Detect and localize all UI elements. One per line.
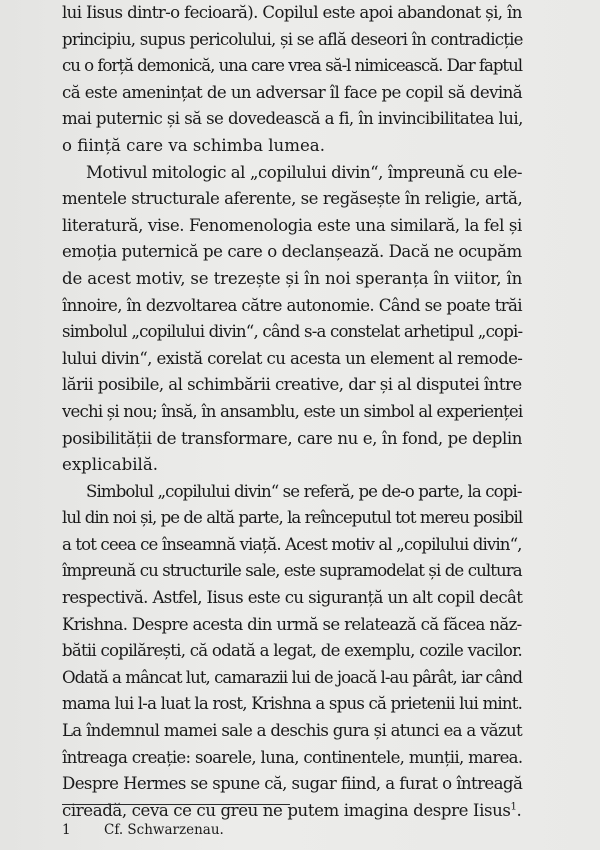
text-line — [62, 213, 522, 240]
text-line-content: vechi și nou; însă, în ansamblu, este un simbol al experienței — [62, 401, 523, 421]
text-line-content: mai puternic și să se dovedească a fi, în invincibilitatea lui, — [62, 109, 523, 129]
text-line-content: mama lui l-a luat la rost, Krishna a spus că prietenii lui mint. — [62, 694, 523, 714]
text-line — [62, 691, 522, 718]
footnote-reference: 1 — [510, 801, 517, 813]
text-line-content: emoția puternică pe care o declanșează. Dacă ne ocupăm — [62, 242, 522, 262]
text-line — [62, 452, 522, 479]
text-line — [62, 718, 522, 745]
text-line-content: Motivul mitologic al „copilului divin“, împreună cu ele- — [86, 162, 523, 182]
text-line-content: respectivă. Astfel, Iisus este cu siguranță un alt copil decât — [62, 588, 523, 608]
text-line-content: cireadă, ceva ce cu greu ne putem imagina despre Iisus — [62, 800, 511, 820]
text-line-content: Simbolul „copilului divin“ se referă, pe de-o parte, la copi- — [86, 481, 522, 501]
text-line — [62, 239, 522, 266]
text-line-content: lului divin“, există corelat cu acesta un element al remode- — [62, 348, 523, 368]
text-line-content: literatură, vise. Fenomenologia este una similară, la fel și — [62, 215, 522, 235]
text-line — [62, 106, 522, 133]
text-line-content: bătii copilărești, că odată a legat, de exemplu, cozile vacilor. — [62, 641, 522, 661]
text-line-content: că este amenințat de un adversar îl face pe copil să devină — [62, 82, 523, 102]
text-line-content: înnoire, în dezvoltarea către autonomie. Când se poate trăi — [62, 295, 522, 315]
text-line — [62, 612, 522, 639]
text-line — [62, 372, 522, 399]
text-line — [62, 399, 522, 426]
text-line — [62, 53, 522, 80]
text-line — [62, 266, 522, 293]
text-line — [62, 665, 522, 692]
text-line: cireadă, ceva ce cu greu ne putem imagina despre Iisus$^1$. — [62, 800, 522, 820]
text-line — [62, 558, 522, 585]
text-line-content: cu o forță demonică, una care vrea să-l nimicească. Dar faptul — [62, 56, 522, 76]
text-line-content: principiu, supus pericolului, și se află deseori în contradicție — [62, 29, 523, 49]
footnote-number: 1 — [62, 822, 71, 838]
text-line-content: o ființă care va schimba lumea. — [62, 135, 325, 155]
text-line-content: explicabilă. — [62, 455, 159, 475]
text-line — [62, 133, 522, 160]
text-line — [62, 638, 522, 665]
text-line — [62, 505, 522, 532]
text-line-content: împreună cu structurile sale, este supramodelat și de cultura — [62, 561, 522, 581]
text-line — [62, 745, 522, 772]
text-line — [62, 479, 522, 506]
text-line — [62, 771, 522, 798]
text-line — [62, 186, 522, 213]
text-line — [62, 160, 522, 187]
text-line — [62, 27, 522, 54]
body-text — [62, 0, 522, 824]
text-line — [62, 585, 522, 612]
text-line-content: Despre Hermes se spune că, sugar fiind, a furat o întreagă — [62, 774, 523, 794]
text-line-content: posibilității de transformare, care nu e, în fond, pe deplin — [62, 428, 523, 448]
text-line-content: mentele structurale aferente, se regăsește în religie, artă, — [62, 189, 523, 209]
text-line — [62, 346, 522, 373]
text-line-content: de acest motiv, se trezește și în noi speranța în viitor, în — [62, 268, 523, 288]
text-line-content: simbolul „copilului divin“, când s-a constelat arhetipul „copi- — [62, 322, 523, 342]
text-line-content: a tot ceea ce înseamnă viață. Acest motiv al „copilului divin“, — [62, 534, 522, 554]
footnote-text: Cf. Schwarzenau. — [104, 822, 224, 838]
text-line-content: La îndemnul mamei sale a deschis gura și atunci ea a văzut — [62, 721, 522, 741]
text-line-content: Krishna. Despre acesta din urmă se relatează că făcea năz- — [62, 614, 522, 634]
text-line — [62, 426, 522, 453]
text-line-content: lul din noi și, pe de altă parte, la reînceputul tot mereu posibil — [62, 508, 523, 528]
text-line-content: lui Iisus dintr-o fecioară). Copilul este apoi abandonat și, în — [62, 3, 522, 22]
footnote — [62, 822, 224, 838]
text-line — [62, 319, 522, 346]
text-line-content: Odată a mâncat lut, camarazii lui de joacă l-au pârât, iar când — [62, 667, 523, 687]
text-line — [62, 293, 522, 320]
text-line — [62, 532, 522, 559]
text-line-content: lării posibile, al schimbării creative, dar și al disputei între — [62, 375, 522, 395]
footnote-separator — [62, 804, 290, 805]
text-line — [62, 0, 522, 27]
text-line-content: întreaga creație: soarele, luna, continentele, munții, marea. — [62, 747, 523, 767]
text-line — [62, 80, 522, 107]
